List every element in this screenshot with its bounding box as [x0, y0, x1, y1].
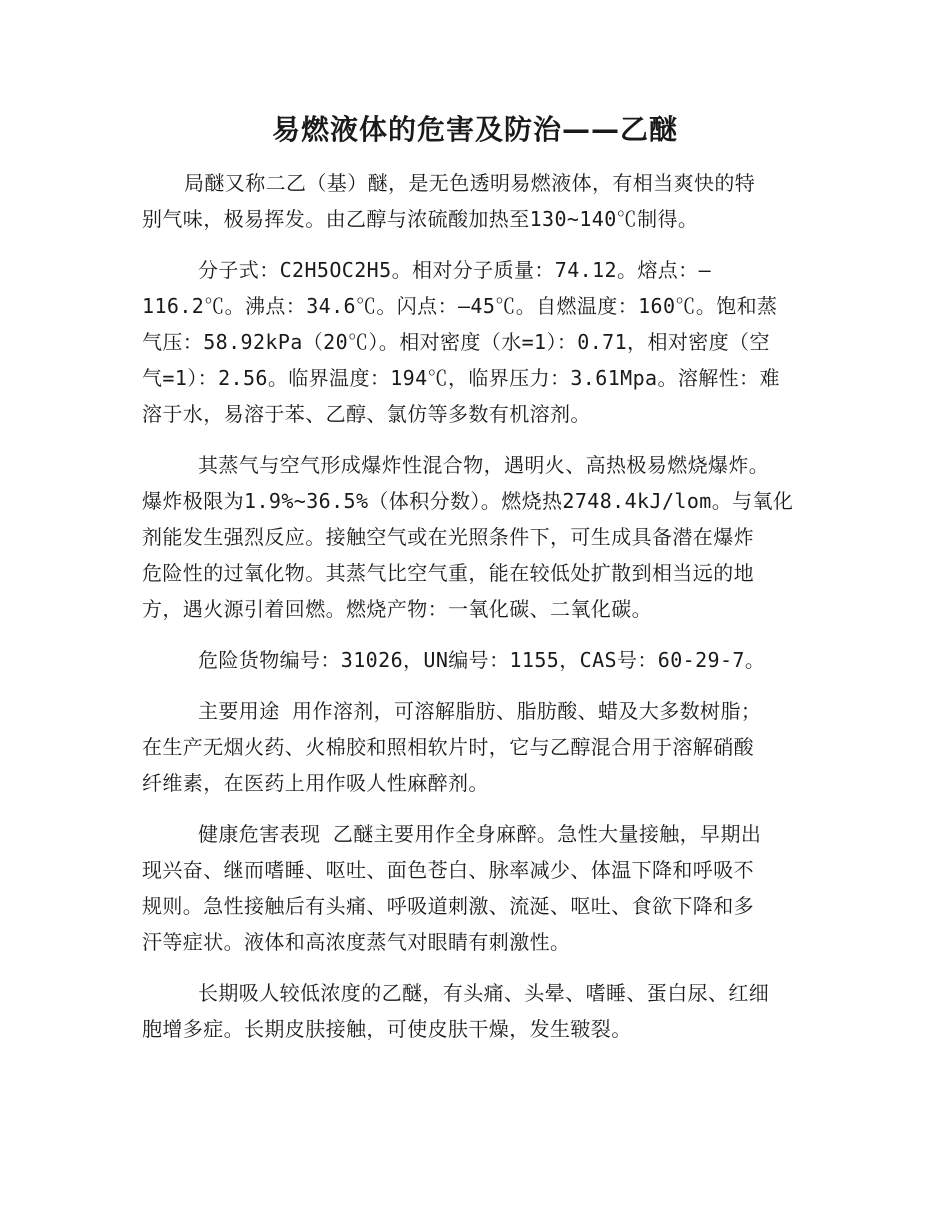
paragraph-line: 别气味，极易挥发。由乙醇与浓硫酸加热至130~140℃制得。	[142, 207, 699, 231]
paragraph-properties	[142, 252, 806, 432]
paragraph-line: 长期吸人较低浓度的乙醚，有头痛、头晕、嗜睡、蛋白尿、红细	[198, 981, 770, 1005]
paragraph-explosion	[142, 447, 806, 627]
paragraph-health	[142, 816, 806, 960]
document-title: 易燃液体的危害及防治——乙醚	[271, 113, 678, 146]
paragraph-line: 剂能发生强烈反应。接触空气或在光照条件下，可生成具备潜在爆炸	[142, 525, 754, 549]
paragraph-line: 116.2℃。沸点：34.6℃。闪点：—45℃。自燃温度：160℃。饱和蒸	[142, 294, 778, 318]
paragraph-line: 分子式：C2H5OC2H5。相对分子质量：74.12。熔点：—	[198, 258, 712, 282]
paragraph-line: 其蒸气与空气形成爆炸性混合物，遇明火、高热极易燃烧爆炸。	[198, 453, 770, 477]
paragraph-line: 危险性的过氧化物。其蒸气比空气重，能在较低处扩散到相当远的地	[142, 561, 754, 585]
paragraph-line: 现兴奋、继而嗜睡、呕吐、面色苍白、脉率减少、体温下降和呼吸不	[142, 858, 754, 882]
document-body	[142, 165, 806, 1062]
paragraph-chronic	[142, 975, 806, 1047]
paragraph-line: 胞增多症。长期皮肤接触，可使皮肤干燥，发生皲裂。	[142, 1017, 632, 1041]
paragraph-line: 在生产无烟火药、火棉胶和照相软片时，它与乙醇混合用于溶解硝酸	[142, 735, 754, 759]
paragraph-line: 气压：58.92kPa（20℃）。相对密度（水=1）：0.71，相对密度（空	[142, 330, 770, 354]
paragraph-line: 方，遇火源引着回燃。燃烧产物：一氧化碳、二氧化碳。	[142, 597, 652, 621]
paragraph-line: 主要用途 用作溶剂，可溶解脂肪、脂肪酸、蜡及大多数树脂；	[198, 699, 762, 723]
paragraph-line: 纤维素，在医药上用作吸人性麻醉剂。	[142, 771, 489, 795]
paragraph-line: 健康危害表现 乙醚主要用作全身麻醉。急性大量接触，早期出	[198, 822, 762, 846]
paragraph-line: 局醚又称二乙（基）醚，是无色透明易燃液体，有相当爽快的特	[184, 171, 756, 195]
paragraph-line: 危险货物编号：31026，UN编号：1155，CAS号：60-29-7。	[198, 648, 766, 672]
paragraph-codes	[142, 642, 806, 678]
paragraph-line: 溶于水，易溶于苯、乙醇、氯仿等多数有机溶剂。	[142, 402, 591, 426]
paragraph-line: 汗等症状。液体和高浓度蒸气对眼睛有刺激性。	[142, 930, 571, 954]
paragraph-line: 爆炸极限为1.9%~36.5%（体积分数）。燃烧热2748.4kJ/lom。与氧化	[142, 489, 794, 513]
paragraph-uses	[142, 693, 806, 801]
paragraph-line: 气=1）：2.56。临界温度：194℃，临界压力：3.61Mpa。溶解性：难	[142, 366, 780, 390]
paragraph-intro	[142, 165, 806, 237]
paragraph-line: 规则。急性接触后有头痛、呼吸道刺激、流涎、呕吐、食欲下降和多	[142, 894, 754, 918]
